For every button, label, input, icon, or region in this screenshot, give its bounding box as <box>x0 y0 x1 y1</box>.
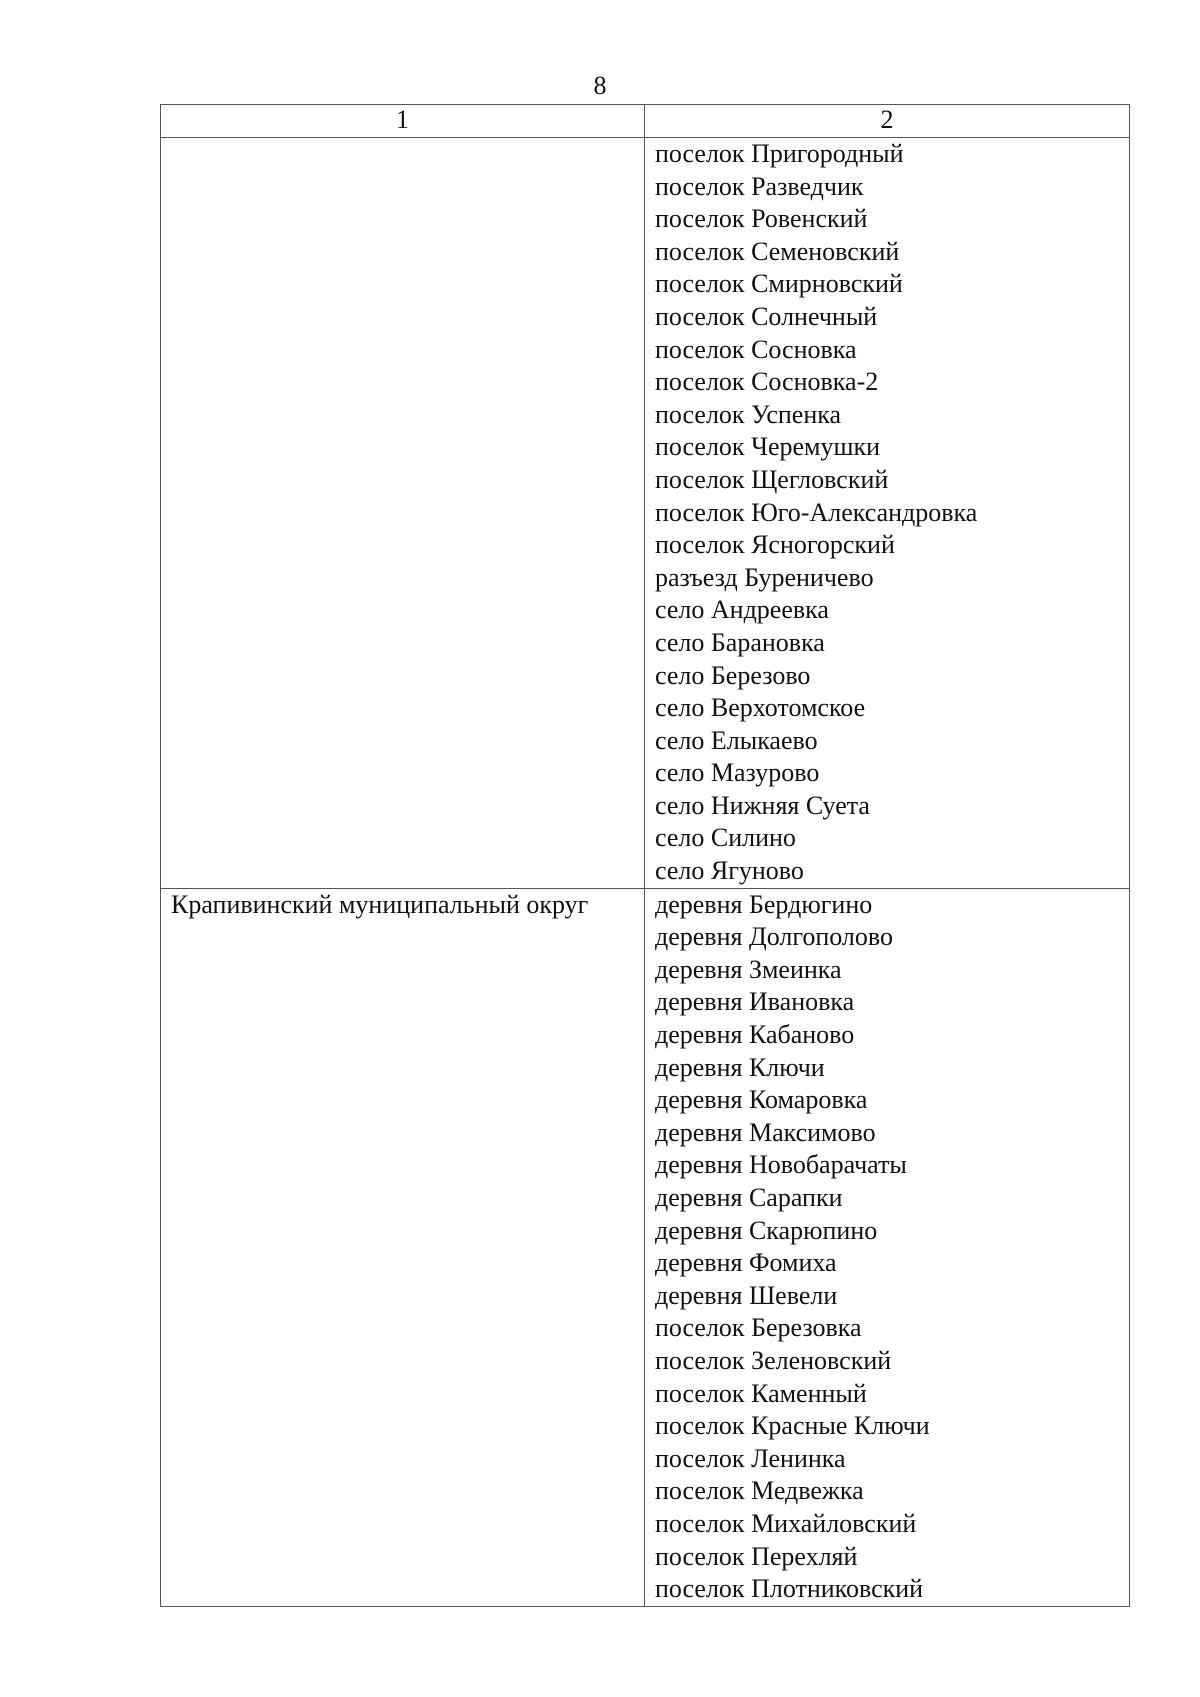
place-item: деревня Ключи <box>655 1052 825 1082</box>
district-cell <box>161 888 645 1606</box>
table-row <box>161 888 1130 1606</box>
places-list <box>655 138 1119 888</box>
place-item: поселок Красные Ключи <box>655 1411 930 1441</box>
page-number: 8 <box>593 71 607 100</box>
place-item: село Ягуново <box>655 856 804 886</box>
place-item: поселок Солнечный <box>655 301 878 331</box>
district-name: Крапивинский муниципальный округ <box>171 889 589 919</box>
place-item: деревня Змеинка <box>655 954 842 984</box>
place-item: поселок Медвежка <box>655 1476 864 1506</box>
place-item: поселок Ясногорский <box>655 530 895 560</box>
place-item: поселок Ленинка <box>655 1443 846 1473</box>
place-item: поселок Щегловский <box>655 464 889 494</box>
place-item: поселок Успенка <box>655 399 842 429</box>
place-item: поселок Каменный <box>655 1378 867 1408</box>
place-item: деревня Фомиха <box>655 1248 837 1278</box>
place-item: деревня Максимово <box>655 1117 876 1147</box>
place-item: поселок Сосновка <box>655 334 857 364</box>
place-item: поселок Разведчик <box>655 171 864 201</box>
place-item: село Елыкаево <box>655 725 818 755</box>
district-cell <box>161 138 645 889</box>
place-item: деревня Комаровка <box>655 1085 868 1115</box>
place-item: деревня Шевели <box>655 1280 838 1310</box>
place-item: поселок Смирновский <box>655 269 903 299</box>
column-header-1: 1 <box>161 105 645 138</box>
places-list <box>655 889 1119 1606</box>
place-item: деревня Долгополово <box>655 922 893 952</box>
place-item: деревня Ивановка <box>655 987 855 1017</box>
place-item: деревня Кабаново <box>655 1020 855 1050</box>
place-item: поселок Семеновский <box>655 236 900 266</box>
place-item: деревня Скарюпино <box>655 1215 878 1245</box>
places-cell <box>645 888 1130 1606</box>
settlements-table <box>160 104 1130 1607</box>
place-item: село Березово <box>655 660 811 690</box>
place-item: поселок Ровенский <box>655 204 868 234</box>
place-item: село Андреевка <box>655 595 829 625</box>
place-item: село Верхотомское <box>655 693 866 723</box>
table-row <box>161 138 1130 889</box>
place-item: село Барановка <box>655 627 825 657</box>
place-item: поселок Пригородный <box>655 139 904 168</box>
place-item: поселок Сосновка-2 <box>655 367 879 397</box>
place-item: поселок Перехляй <box>655 1541 858 1571</box>
place-item: деревня Сарапки <box>655 1183 843 1212</box>
places-cell <box>645 138 1130 889</box>
place-item: поселок Черемушки <box>655 432 881 462</box>
place-item: поселок Березовка <box>655 1313 862 1343</box>
place-item: поселок Юго-Александровка <box>655 497 978 527</box>
place-item: поселок Плотниковский <box>655 1574 924 1604</box>
place-item: разъезд Буреничево <box>655 562 874 592</box>
place-item: деревня Новобарачаты <box>655 1150 907 1180</box>
place-item: деревня Бердюгино <box>655 889 873 919</box>
place-item: село Силино <box>655 823 796 853</box>
place-item: поселок Михайловский <box>655 1508 917 1538</box>
table-header-row <box>161 105 1130 138</box>
place-item: село Нижняя Суета <box>655 790 870 820</box>
place-item: поселок Зеленовский <box>655 1345 892 1375</box>
column-header-2: 2 <box>645 105 1130 138</box>
place-item: село Мазурово <box>655 758 820 788</box>
